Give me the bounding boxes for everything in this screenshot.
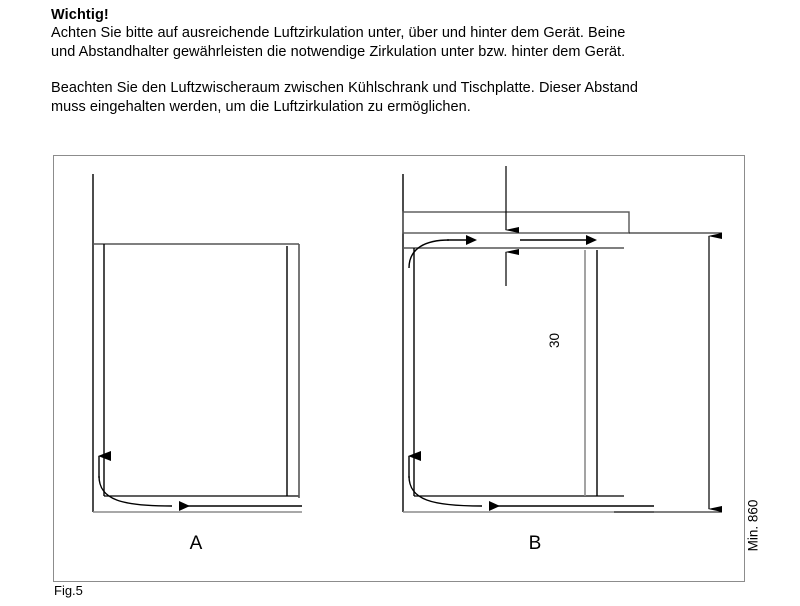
instruction-block <box>51 6 751 116</box>
warning-heading: Wichtig! <box>51 7 109 23</box>
paragraph-2-line-1: Beachten Sie den Luftzwischeraum zwischen Kühlschrank und Tischplatte. Dieser Abstand <box>51 80 638 96</box>
paragraph-1-line-1: Achten Sie bitte auf ausreichende Luftzirkulation unter, über und hinter dem Gerät. Beine <box>51 25 626 41</box>
paragraph-2-line-2: muss eingehalten werden, um die Luftzirkulation zu ermöglichen. <box>51 98 471 115</box>
figure-frame <box>53 155 761 582</box>
dimension-860-label: Min. 860 <box>745 499 761 552</box>
figure-caption: Fig.5 <box>54 583 83 598</box>
panel-b-airflow-gap-curve <box>409 240 449 268</box>
panel-a-airflow-curve <box>99 476 172 506</box>
panel-b-airflow-curve <box>409 476 482 506</box>
panel-a-drawing <box>93 174 302 512</box>
dimension-30-label: 30 <box>547 332 563 349</box>
panel-b-drawing <box>403 166 722 512</box>
paragraph-1-line-2: und Abstandhalter gewährleisten die notwendige Zirkulation unter bzw. hinter dem Gerät. <box>51 43 626 60</box>
figure-diagram <box>54 156 746 583</box>
paragraph-spacer <box>51 61 751 79</box>
panel-a-label: A <box>189 533 203 554</box>
panel-b-worktop <box>403 212 629 233</box>
panel-b-label: B <box>528 533 542 554</box>
